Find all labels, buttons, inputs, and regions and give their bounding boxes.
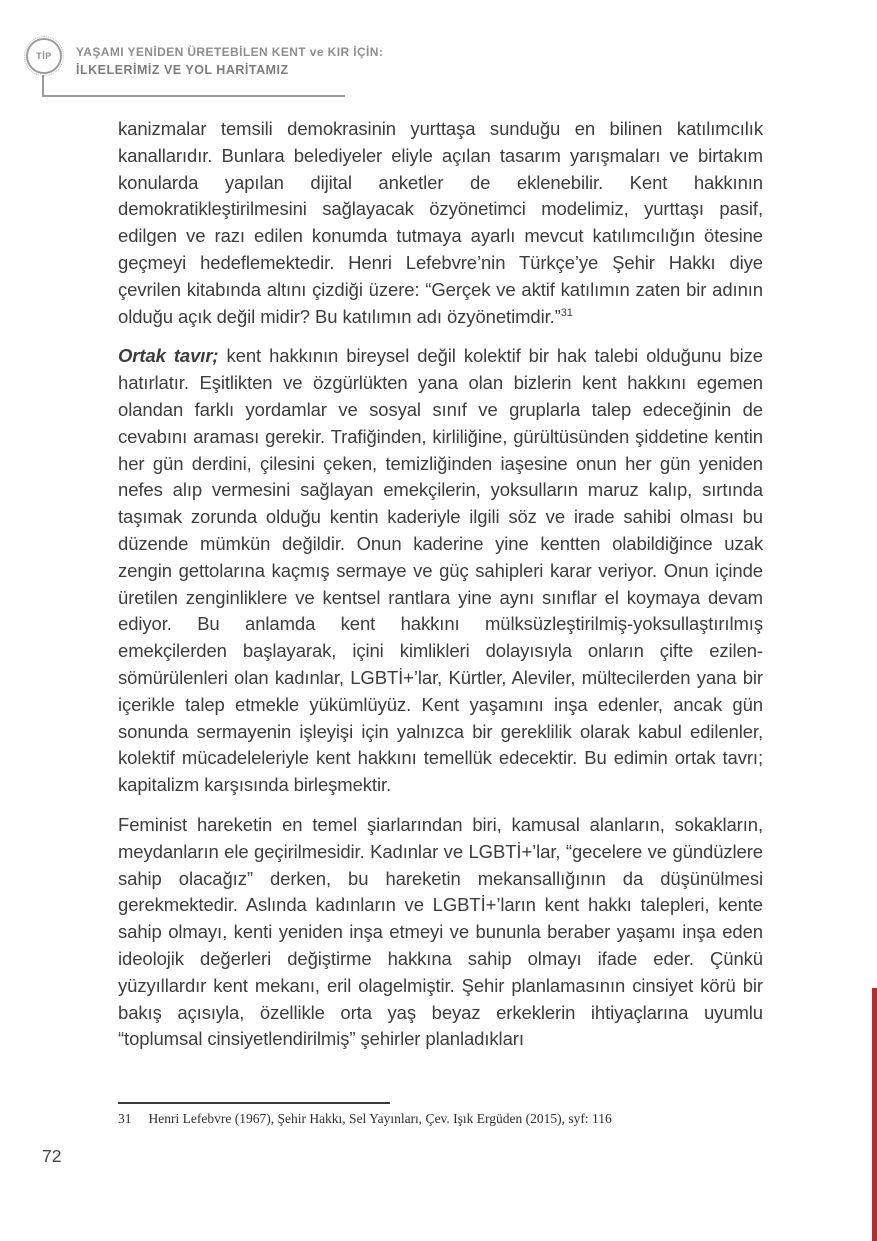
page-number: 72 (42, 1146, 62, 1166)
header-titles (76, 45, 383, 77)
paragraph-1 (118, 116, 763, 330)
header-connector-line (42, 75, 44, 96)
page-edge-accent-bar (872, 988, 877, 1241)
header-rule (42, 95, 345, 97)
paragraph-3-text: Feminist hareketin en temel şiarlarından biri, kamusal alanların, sokakların, meydanların ele geçirilmesidir. Kadınlar ve LGBTİ+’lar, “gecelere ve gündüzlere sahip olacağız” derken, bu hareketin mekansallığının da düşünülmesi gerekmektedir. Aslında kadınların ve LGBTİ+’ların kent hakkı talepleri, kente sahip olmayı, kenti yeniden inşa etmeyi ve bununla beraber yaşamı inşa eden ideolojik değerleri değiştirme hakkına sahip olmayı ifade eder. Çünkü yüzyıllardır kent mekanı, eril olagelmiştir. Şehir planlamasının cinsiyet körü bir bakış açısıyla, özellikle orta yaş beyaz erkeklerin ihtiyaçlarına uyumlu “toplumsal cinsiyetlendirilmiş” şehirler planladıkları (118, 813, 763, 1050)
paragraph-1-text: kanizmalar temsili demokrasinin yurttaşa sunduğu en bilinen katılımcılık kanallarıdır. Bunlara belediyeler eliyle açılan tasarım yarışmaları ve birtakım konularda yapılan dijital anketler de eklenebilir. Kent hakkının demokratikleştirilmesini sağlayacak özyönetimci modelimiz, yurttaşı pasif, edilgen ve razı edilen konumda tutmaya ayarlı mevcut katılımcılığın ötesine geçmeyi hedeflemektedir. Henri Lefebvre’nin Türkçe’ye Şehir Hakkı diye çevrilen kitabında altını çizdiği üzere: “Gerçek ve aktif katılımın zaten bir adının olduğu açık değil midir? Bu katılımın adı özyönetimdir.” (118, 118, 763, 327)
body-text-column (118, 116, 763, 1053)
footnote-rule (118, 1102, 390, 1104)
tip-logo-text: TİP (36, 51, 52, 61)
paragraph-2-lead: Ortak tavır; (118, 345, 219, 367)
footnote-reference: 31 (560, 306, 573, 319)
paragraph-2-text: kent hakkının bireysel değil kolektif bir hak talebi olduğunu bize hatırlatır. Eşitlikten ve özgürlükten yana olan bizlerin kent hakkını egemen olandan farklı yordamlar ve sosyal sınıf ve gruplarla talep edeceğinin de cevabını araması gerekir. Trafiğinden, kirliliğine, gürültüsünden şiddetine kentin her gün derdini, çilesini çeken, temizliğinden iaşesine onun her gün yeniden nefes alıp vermesini sağlayan emekçilerin, yoksulların maruz kalıp, sırtında taşımak zorunda olduğu kentin kaderiyle ilgili söz ve irade sahibi olması bu düzende mümkün değildir. Onun kaderine yine kentten olabildiğince uzak zengin gettolarına kaçmış sermaye ve güç sahipleri karar veriyor. Onun içinde üretilen zenginliklere ve kentsel rantlara yine aynı sınıflar el koymaya devam ediyor. Bu anlamda kent hakkını mülksüzleştirilmiş-yoksullaştırılmış emekçilerden başlayarak, içini kimlikleri dolayısıyla onların çifte ezilen-sömürülenleri olan kadınlar, LGBTİ+’lar, Kürtler, Aleviler, mültecilerden yana bir içerikle talep etmekle yükümlüyüz. Kent yaşamını inşa edenler, ancak gün sonunda sermayenin işleyişi için yalnızca bir gereklilik olarak kabul edilenler, kolektif mücadeleleriyle kent hakkını temellük edecektir. Bu edimin ortak tavrı; kapitalizm karşısında birleşmektir. (118, 345, 763, 796)
header-title-line2: İLKELERİMİZ VE YOL HARİTAMIZ (76, 63, 289, 77)
footnote (118, 1102, 763, 1127)
footnote-number: 31 (118, 1111, 132, 1126)
footnote-text: Henri Lefebvre (1967), Şehir Hakkı, Sel Yayınları, Çev. Işık Ergüden (2015), syf: 116 (148, 1111, 612, 1126)
tip-logo (26, 38, 62, 74)
paragraph-3 (118, 812, 763, 1053)
footnote-line (118, 1111, 763, 1127)
header-title-line1: YAŞAMI YENİDEN ÜRETEBİLEN KENT ve KIR İÇİN: (76, 45, 384, 59)
paragraph-2 (118, 343, 763, 799)
